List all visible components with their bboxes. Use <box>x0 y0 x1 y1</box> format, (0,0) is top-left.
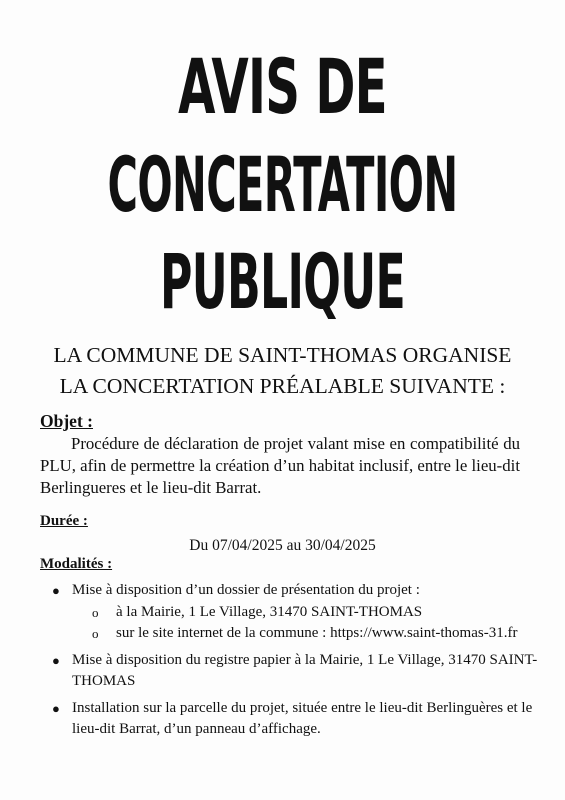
title-line-2: CONCERTATION <box>107 140 458 230</box>
list-item <box>52 580 562 645</box>
duree-text: Du 07/04/2025 au 30/04/2025 <box>189 537 376 554</box>
objet-text: Procédure de déclaration de projet valant mise en compatibilité du PLU, afin de permettre la création d’un habitat inclusif, entre le lieu-dit Berlingueres et le lieu-dit Barrat. <box>40 434 520 497</box>
list-item-text: Mise à disposition d’un dossier de présentation du projet : <box>72 582 420 598</box>
subtitle-line-2: LA CONCERTATION PRÉALABLE SUIVANTE : <box>59 374 506 398</box>
sub-list-item-text: à la Mairie, 1 Le Village, 31470 SAINT-THOMAS <box>116 603 423 620</box>
list-item <box>52 650 562 693</box>
modalites-list <box>38 580 562 746</box>
subtitle-line-1: LA COMMUNE DE SAINT-THOMAS ORGANISE <box>53 343 512 367</box>
list-item-text: Installation sur la parcelle du projet, située entre le lieu-dit Berlinguères et le lieu-dit Barrat, d’un panneau d’affichage. <box>72 699 533 737</box>
list-item-text: Mise à disposition du registre papier à la Mairie, 1 Le Village, 31470 SAINT-THOMAS <box>72 651 538 689</box>
bullet-icon: ● <box>52 700 60 716</box>
bullet-icon: ● <box>52 652 60 668</box>
circle-bullet-icon: o <box>92 604 99 620</box>
duree-heading: Durée : <box>40 513 88 529</box>
sub-list-item <box>92 602 562 624</box>
title-line-3: PUBLIQUE <box>159 237 406 327</box>
title-line-1: AVIS DE <box>178 42 387 132</box>
sub-list <box>72 602 562 645</box>
circle-bullet-icon: o <box>92 626 99 641</box>
sub-list-item <box>92 623 562 645</box>
objet-heading: Objet : <box>40 411 93 431</box>
sub-list-item-text: sur le site internet de la commune : https://www.saint-thomas-31.fr <box>116 625 518 641</box>
bullet-icon: ● <box>52 583 60 598</box>
list-item <box>52 698 562 741</box>
modalites-heading: Modalités : <box>40 556 113 572</box>
